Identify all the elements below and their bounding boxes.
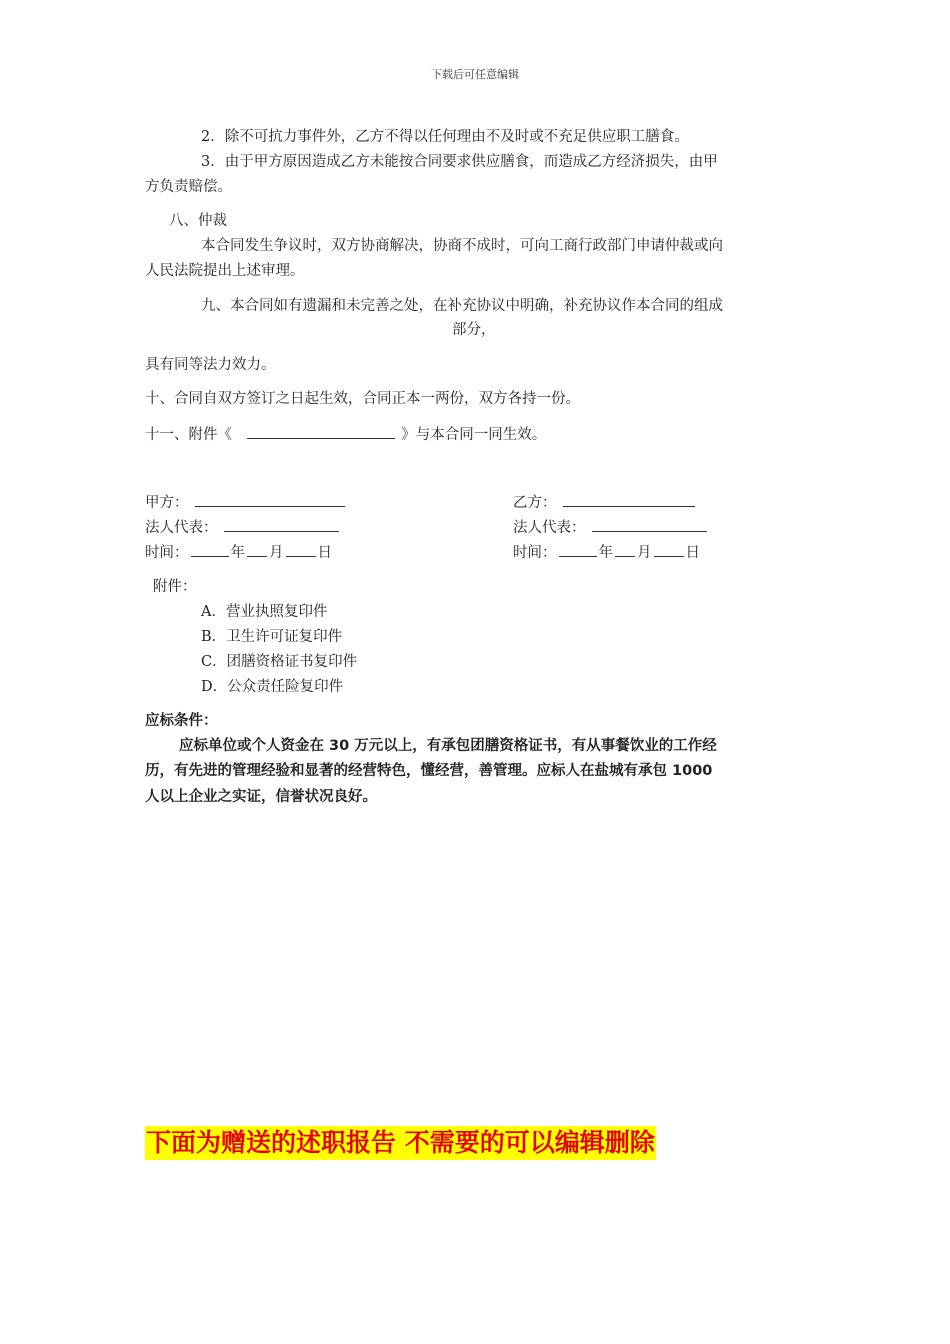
party-a-time-label: 时间： — [145, 545, 189, 561]
party-b-year: 年 — [598, 545, 613, 561]
party-b-year-blank — [559, 542, 597, 557]
attachment-item: C．团膳资格证书复印件 — [201, 654, 358, 670]
clause-9-line2: 部分， — [452, 322, 496, 338]
clause-8-title: 八、仲裁 — [169, 213, 227, 229]
clause-7-3-line2: 方负责赔偿。 — [145, 179, 232, 195]
party-b-month: 月 — [637, 545, 652, 561]
party-b-day-blank — [654, 542, 684, 557]
attachment-name-blank — [247, 424, 395, 439]
party-a-rep-row — [145, 517, 341, 538]
party-b-time-label: 时间： — [513, 545, 557, 561]
party-b-rep-blank — [592, 517, 707, 532]
clause-7-2: 2．除不可抗力事件外，乙方不得以任何理由不及时或不充足供应职工膳食。 — [201, 129, 689, 145]
party-b-label: 乙方： — [513, 495, 557, 511]
party-b-day: 日 — [685, 545, 700, 561]
clause-11-prefix: 十一、附件《 — [145, 427, 232, 443]
party-a-month: 月 — [269, 545, 284, 561]
clause-8-line2: 人民法院提出上述审理。 — [145, 263, 305, 279]
clause-9-line3: 具有同等法力效力。 — [145, 357, 276, 373]
attachment-item: A．营业执照复印件 — [201, 604, 328, 620]
party-b-row — [513, 492, 697, 513]
clause-8-line1: 本合同发生争议时，双方协商解决，协商不成时，可向工商行政部门申请仲裁或向 — [201, 238, 723, 254]
attachment-item: D．公众责任险复印件 — [201, 679, 344, 695]
party-b-rep-row — [513, 517, 709, 538]
attachments-title: 附件： — [153, 579, 197, 595]
party-a-time-row — [145, 542, 332, 563]
attachment-item: B．卫生许可证复印件 — [201, 629, 343, 645]
clause-11-suffix: 》与本合同一同生效。 — [401, 427, 547, 443]
page-header-note: 下载后可任意编辑 — [431, 68, 519, 81]
bid-conditions-line3: 人以上企业之实证，信誉状况良好。 — [145, 789, 377, 805]
clause-10: 十、合同自双方签订之日起生效，合同正本一两份，双方各持一份。 — [145, 391, 580, 407]
promo-banner-text: 下面为赠送的述职报告 不需要的可以编辑删除 — [145, 1126, 656, 1160]
party-a-rep-blank — [224, 517, 339, 532]
party-a-blank — [195, 492, 345, 507]
clause-11 — [145, 424, 546, 445]
party-a-row — [145, 492, 347, 513]
party-b-time-row — [513, 542, 700, 563]
party-b-rep-label: 法人代表： — [513, 520, 586, 536]
party-a-year-blank — [191, 542, 229, 557]
party-a-day: 日 — [317, 545, 332, 561]
party-a-year: 年 — [230, 545, 245, 561]
party-a-day-blank — [286, 542, 316, 557]
party-b-month-blank — [615, 542, 635, 557]
party-a-rep-label: 法人代表： — [145, 520, 218, 536]
clause-9-line1: 九、本合同如有遗漏和未完善之处，在补充协议中明确，补充协议作本合同的组成 — [201, 298, 723, 314]
party-a-month-blank — [247, 542, 267, 557]
party-a-label: 甲方： — [145, 495, 189, 511]
party-b-blank — [563, 492, 695, 507]
bid-conditions-line1: 应标单位或个人资金在 30 万元以上，有承包团膳资格证书，有从事餐饮业的工作经 — [179, 738, 717, 754]
bid-conditions-title: 应标条件： — [145, 713, 218, 729]
bid-conditions-line2: 历，有先进的管理经验和显著的经营特色，懂经营，善管理。应标人在盐城有承包 1000 — [145, 763, 713, 779]
clause-7-3-line1: 3．由于甲方原因造成乙方未能按合同要求供应膳食，而造成乙方经济损失，由甲 — [201, 154, 718, 170]
